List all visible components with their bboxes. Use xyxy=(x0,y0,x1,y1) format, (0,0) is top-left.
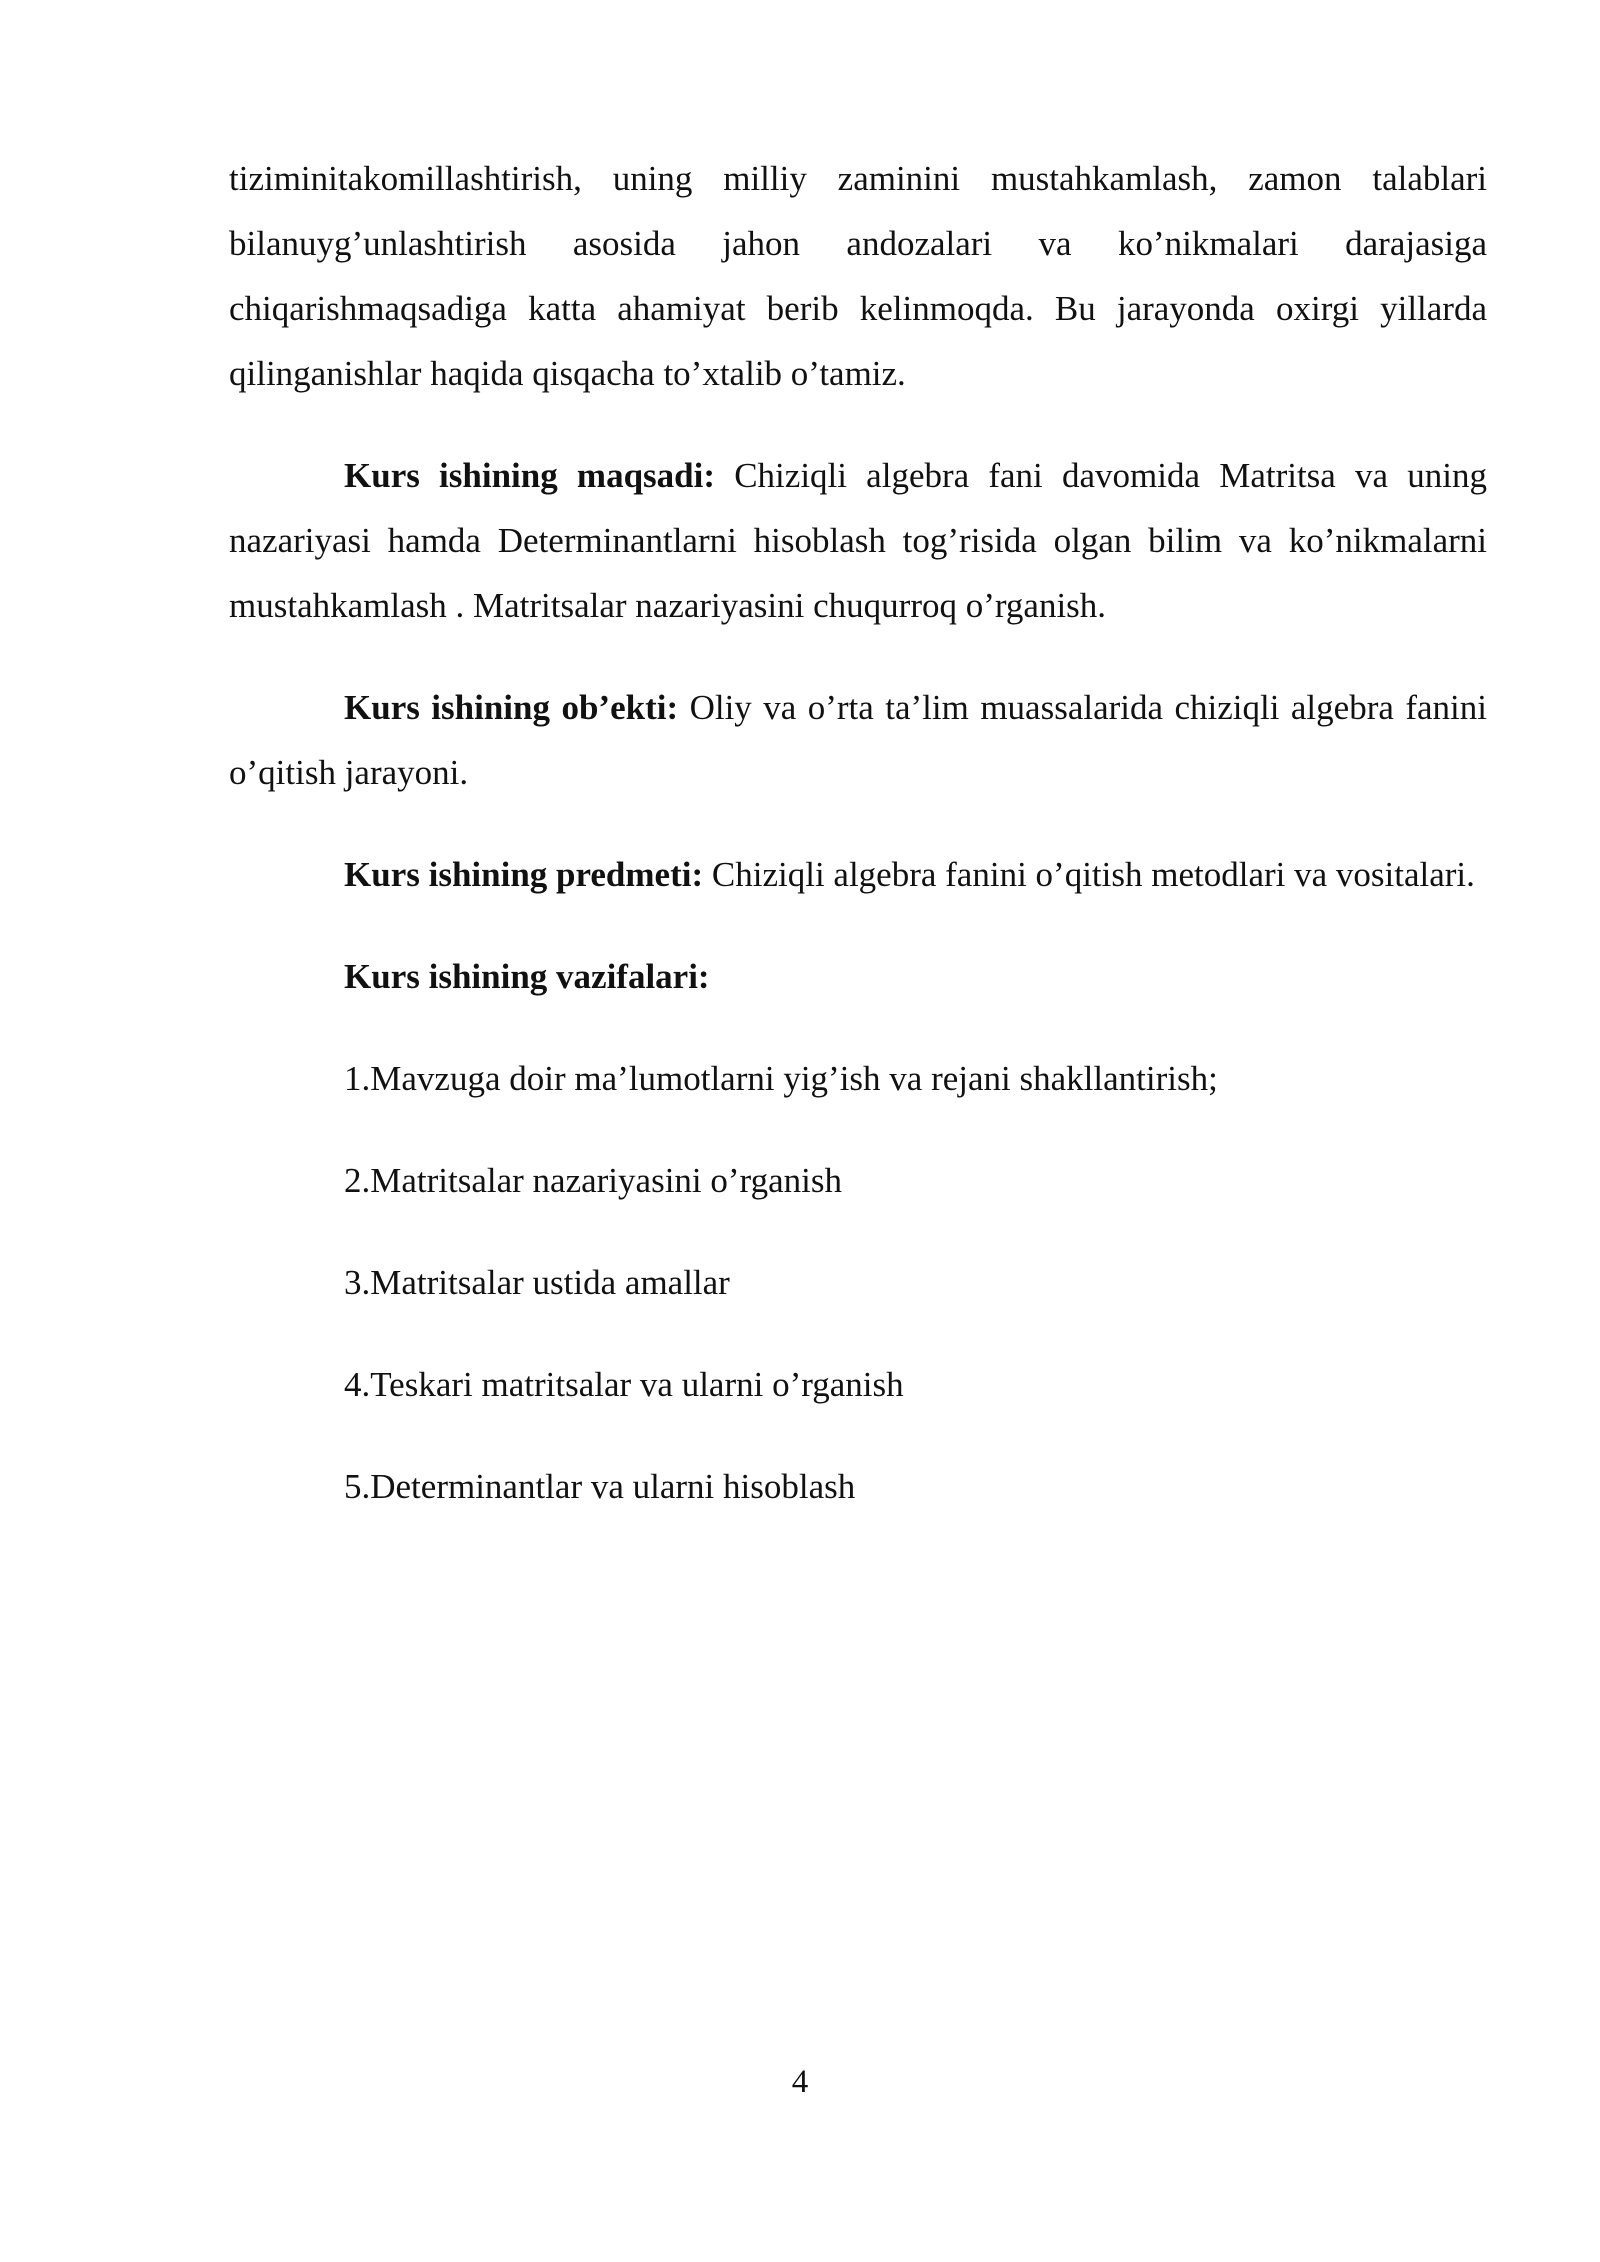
task-item: 1.Mavzuga doir ma’lumotlarni yig’ish va rejani shakllantirish; xyxy=(344,1059,1218,1098)
subject-label: Kurs ishining predmeti: xyxy=(344,855,704,894)
goal-text: Chiziqli algebra fani davomida Matritsa va uning nazariyasi hamda Determinantlarni hisoblash tog’risida olgan bilim va ko’nikmalarni mustahkamlash . Matritsalar nazariyasini chuqurroq o’rganish. xyxy=(229,456,1487,625)
subject-text: Chiziqli algebra fanini o’qitish metodlari va vositalari. xyxy=(703,855,1475,894)
object-paragraph xyxy=(229,675,1487,805)
subject-paragraph xyxy=(229,842,1487,907)
task-item: 4.Teskari matritsalar va ularni o’rganish xyxy=(344,1365,904,1404)
page-content xyxy=(229,146,1487,1519)
object-label: Kurs ishining ob’ekti: xyxy=(344,688,679,727)
task-item: 5.Determinantlar va ularni hisoblash xyxy=(344,1467,856,1506)
goal-paragraph xyxy=(229,443,1487,638)
tasks-heading: Kurs ishining vazifalari: xyxy=(344,957,710,996)
task-item: 3.Matritsalar ustida amallar xyxy=(344,1263,730,1302)
task-item: 2.Matritsalar nazariyasini o’rganish xyxy=(344,1161,842,1200)
object-text: Oliy va o’rta ta’lim muassalarida chiziqli algebra fanini o’qitish jarayoni. xyxy=(229,688,1487,792)
page-number: 4 xyxy=(791,2064,809,2100)
goal-label: Kurs ishining maqsadi: xyxy=(344,456,716,495)
intro-paragraph: tiziminitakomillashtirish, uning milliy zaminini mustahkamlash, zamon talablari bilanuyg’unlashtirish asosida jahon andozalari va ko’nikmalari darajasiga chiqarishmaqsadiga katta ahamiyat berib kelinmoqda. Bu jarayonda oxirgi yillarda qilinganishlar haqida qisqacha to’xtalib o’tamiz. xyxy=(229,159,1487,393)
